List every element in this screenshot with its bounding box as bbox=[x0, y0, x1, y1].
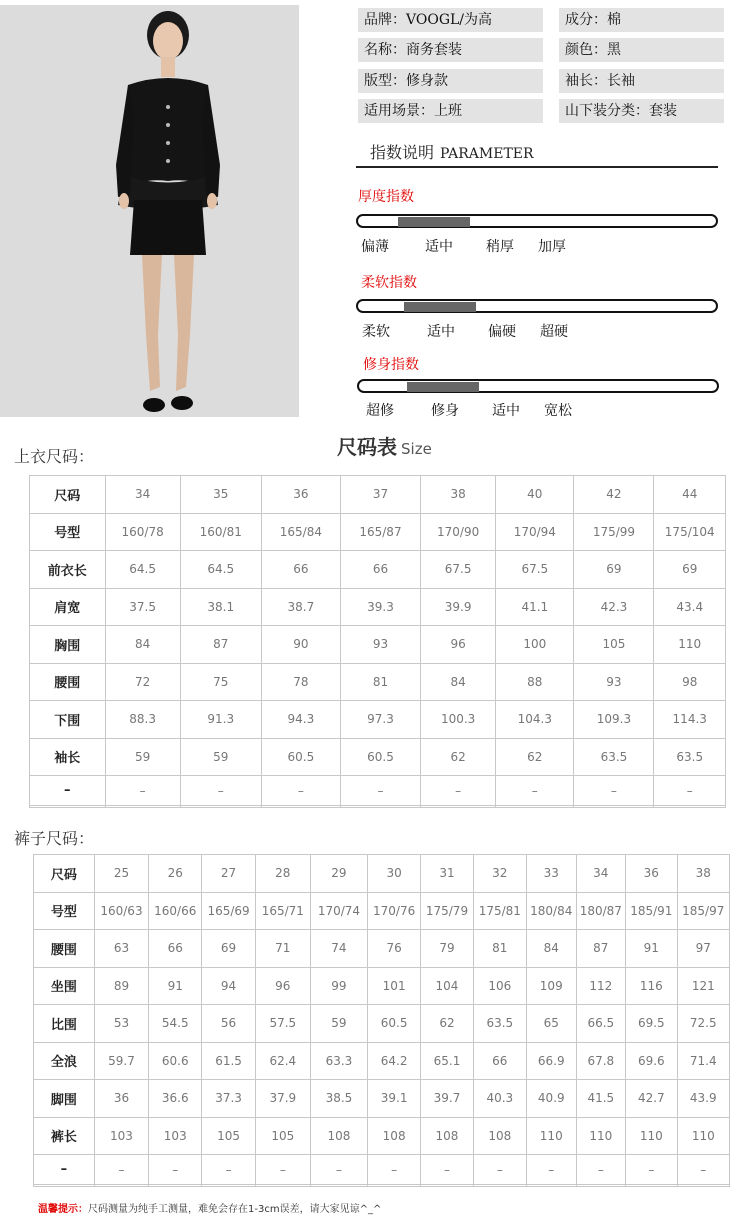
row-header: 袖长 bbox=[30, 738, 106, 776]
table-cell: 61.5 bbox=[202, 1042, 255, 1080]
table-cell: – bbox=[340, 776, 420, 806]
table-cell: 38 bbox=[421, 476, 496, 514]
pants-size-title: 裤子尺码： bbox=[14, 829, 95, 848]
table-row bbox=[30, 806, 726, 808]
table-cell: 59 bbox=[180, 738, 261, 776]
table-cell: 75 bbox=[180, 663, 261, 701]
table-cell: 69.5 bbox=[626, 1005, 677, 1043]
thickness-level: 加厚 bbox=[538, 239, 566, 255]
softness-index-fill bbox=[404, 302, 476, 312]
fit-index-fill bbox=[407, 382, 479, 392]
table-cell: 84 bbox=[526, 930, 576, 968]
table-row bbox=[34, 1117, 730, 1155]
attr-fit: 版型：修身款 bbox=[358, 69, 543, 93]
table-cell: 66 bbox=[261, 551, 340, 589]
table-cell: 108 bbox=[310, 1117, 367, 1155]
row-header bbox=[34, 1185, 95, 1187]
table-cell bbox=[654, 806, 726, 808]
table-cell: 38.5 bbox=[310, 1080, 367, 1118]
table-cell bbox=[576, 1185, 626, 1187]
table-cell: 40 bbox=[496, 476, 574, 514]
row-header: 脚围 bbox=[34, 1080, 95, 1118]
table-cell: 66.9 bbox=[526, 1042, 576, 1080]
table-cell bbox=[261, 806, 340, 808]
table-cell: 100.3 bbox=[421, 701, 496, 739]
table-cell: 71 bbox=[255, 930, 310, 968]
table-cell: 39.1 bbox=[367, 1080, 420, 1118]
table-cell: 99 bbox=[310, 967, 367, 1005]
table-cell: 66 bbox=[473, 1042, 526, 1080]
table-cell: 42 bbox=[574, 476, 654, 514]
table-cell: 42.3 bbox=[574, 588, 654, 626]
table-cell: – bbox=[367, 1155, 420, 1185]
table-cell: 160/78 bbox=[105, 513, 180, 551]
row-header: 号型 bbox=[34, 892, 95, 930]
table-cell: 64.2 bbox=[367, 1042, 420, 1080]
table-cell: 160/66 bbox=[149, 892, 202, 930]
table-cell: 81 bbox=[340, 663, 420, 701]
row-header bbox=[30, 806, 106, 808]
row-header: 号型 bbox=[30, 513, 106, 551]
row-header: 坐围 bbox=[34, 967, 95, 1005]
table-cell bbox=[202, 1185, 255, 1187]
fit-index-bar bbox=[357, 379, 719, 393]
row-header: 前衣长 bbox=[30, 551, 106, 589]
table-cell: 67.8 bbox=[576, 1042, 626, 1080]
row-header: 腰围 bbox=[30, 663, 106, 701]
table-cell: 185/97 bbox=[677, 892, 729, 930]
table-row bbox=[34, 1042, 730, 1080]
table-cell bbox=[255, 1185, 310, 1187]
table-cell: 37 bbox=[340, 476, 420, 514]
table-cell bbox=[149, 1185, 202, 1187]
table-cell: – bbox=[261, 776, 340, 806]
row-header: – bbox=[30, 776, 106, 806]
table-cell: – bbox=[473, 1155, 526, 1185]
table-cell: – bbox=[310, 1155, 367, 1185]
table-cell: 34 bbox=[576, 855, 626, 893]
table-cell: 88.3 bbox=[105, 701, 180, 739]
table-cell: 60.5 bbox=[340, 738, 420, 776]
table-cell bbox=[574, 806, 654, 808]
table-cell: 185/91 bbox=[626, 892, 677, 930]
table-cell: 108 bbox=[421, 1117, 473, 1155]
table-cell: 66 bbox=[149, 930, 202, 968]
table-cell: 103 bbox=[149, 1117, 202, 1155]
table-cell: 105 bbox=[574, 626, 654, 664]
table-cell: 76 bbox=[367, 930, 420, 968]
table-row bbox=[34, 1185, 730, 1187]
table-cell: 175/81 bbox=[473, 892, 526, 930]
table-cell: 37.9 bbox=[255, 1080, 310, 1118]
softness-level: 适中 bbox=[427, 324, 455, 340]
parameter-title-zh: 指数说明 bbox=[370, 143, 435, 162]
table-cell: – bbox=[94, 1155, 148, 1185]
row-header: 肩宽 bbox=[30, 588, 106, 626]
table-cell: 79 bbox=[421, 930, 473, 968]
table-cell: 39.3 bbox=[340, 588, 420, 626]
table-cell bbox=[340, 806, 420, 808]
table-row bbox=[30, 626, 726, 664]
table-cell bbox=[677, 1185, 729, 1187]
table-cell: 41.1 bbox=[496, 588, 574, 626]
table-cell: 36 bbox=[94, 1080, 148, 1118]
table-cell: – bbox=[626, 1155, 677, 1185]
table-cell: – bbox=[180, 776, 261, 806]
table-cell: 63 bbox=[94, 930, 148, 968]
table-cell: 38 bbox=[677, 855, 729, 893]
table-cell bbox=[473, 1185, 526, 1187]
row-header: 下围 bbox=[30, 701, 106, 739]
table-cell: 175/99 bbox=[574, 513, 654, 551]
table-cell bbox=[626, 1185, 677, 1187]
table-cell: 60.5 bbox=[261, 738, 340, 776]
table-cell: 67.5 bbox=[421, 551, 496, 589]
table-cell: 28 bbox=[255, 855, 310, 893]
table-cell: 65.1 bbox=[421, 1042, 473, 1080]
table-cell: – bbox=[421, 776, 496, 806]
table-cell: – bbox=[149, 1155, 202, 1185]
table-row bbox=[34, 892, 730, 930]
table-cell: 116 bbox=[626, 967, 677, 1005]
table-row bbox=[34, 1005, 730, 1043]
table-cell: 54.5 bbox=[149, 1005, 202, 1043]
table-row bbox=[30, 738, 726, 776]
table-cell: 69 bbox=[574, 551, 654, 589]
table-cell: 71.4 bbox=[677, 1042, 729, 1080]
top-size-title: 上衣尺码： bbox=[14, 447, 95, 466]
row-header: 裤长 bbox=[34, 1117, 95, 1155]
table-cell bbox=[496, 806, 574, 808]
table-cell: 110 bbox=[654, 626, 726, 664]
table-cell: 110 bbox=[576, 1117, 626, 1155]
table-cell bbox=[94, 1185, 148, 1187]
table-cell: 109 bbox=[526, 967, 576, 1005]
table-cell bbox=[180, 806, 261, 808]
table-cell: 165/71 bbox=[255, 892, 310, 930]
table-cell: – bbox=[105, 776, 180, 806]
table-cell: – bbox=[255, 1155, 310, 1185]
table-cell: 121 bbox=[677, 967, 729, 1005]
table-cell: 60.6 bbox=[149, 1042, 202, 1080]
table-cell: – bbox=[526, 1155, 576, 1185]
table-cell: 57.5 bbox=[255, 1005, 310, 1043]
table-cell: 36.6 bbox=[149, 1080, 202, 1118]
parameter-heading bbox=[356, 140, 718, 168]
softness-level: 偏硬 bbox=[488, 324, 516, 340]
table-row bbox=[30, 663, 726, 701]
table-cell bbox=[526, 1185, 576, 1187]
table-cell: – bbox=[202, 1155, 255, 1185]
softness-index-bar bbox=[356, 299, 718, 313]
row-header: 尺码 bbox=[30, 476, 106, 514]
fit-index-title: 修身指数 bbox=[363, 357, 419, 373]
table-cell: 63.3 bbox=[310, 1042, 367, 1080]
fit-level: 超修 bbox=[366, 403, 394, 419]
thickness-level: 稍厚 bbox=[486, 239, 514, 255]
table-row bbox=[34, 967, 730, 1005]
table-row bbox=[30, 776, 726, 806]
size-chart-title bbox=[337, 431, 432, 460]
table-cell: 60.5 bbox=[367, 1005, 420, 1043]
table-cell: 34 bbox=[105, 476, 180, 514]
table-cell: 101 bbox=[367, 967, 420, 1005]
table-cell: 37.3 bbox=[202, 1080, 255, 1118]
table-cell: 105 bbox=[255, 1117, 310, 1155]
table-cell: 59 bbox=[310, 1005, 367, 1043]
attr-color: 颜色：黑 bbox=[559, 38, 724, 62]
table-cell: 40.3 bbox=[473, 1080, 526, 1118]
table-cell: 25 bbox=[94, 855, 148, 893]
table-cell: 33 bbox=[526, 855, 576, 893]
row-header: 全浪 bbox=[34, 1042, 95, 1080]
table-cell: 56 bbox=[202, 1005, 255, 1043]
table-cell: 72.5 bbox=[677, 1005, 729, 1043]
table-cell: 63.5 bbox=[574, 738, 654, 776]
table-cell: 97 bbox=[677, 930, 729, 968]
model-photo bbox=[0, 5, 299, 417]
table-cell: 62 bbox=[496, 738, 574, 776]
attr-brand: 品牌：VOOGL/为高 bbox=[358, 8, 543, 32]
table-cell: 27 bbox=[202, 855, 255, 893]
table-cell: 69.6 bbox=[626, 1042, 677, 1080]
table-cell: 35 bbox=[180, 476, 261, 514]
attr-material: 成分：棉 bbox=[559, 8, 724, 32]
table-cell: 103 bbox=[94, 1117, 148, 1155]
table-cell: 180/87 bbox=[576, 892, 626, 930]
measurement-note bbox=[38, 1200, 381, 1215]
size-chart-title-en: Size bbox=[401, 440, 432, 458]
table-cell: 165/84 bbox=[261, 513, 340, 551]
table-row bbox=[34, 930, 730, 968]
table-cell: 69 bbox=[202, 930, 255, 968]
table-row bbox=[30, 701, 726, 739]
table-cell: 31 bbox=[421, 855, 473, 893]
attr-name: 名称：商务套装 bbox=[358, 38, 543, 62]
size-chart-title-zh: 尺码表 bbox=[337, 435, 397, 459]
table-cell: 62 bbox=[421, 738, 496, 776]
table-cell: 108 bbox=[367, 1117, 420, 1155]
table-cell: 65 bbox=[526, 1005, 576, 1043]
table-row bbox=[34, 1080, 730, 1118]
pants-size-table bbox=[33, 854, 730, 1187]
thickness-level: 偏薄 bbox=[361, 239, 389, 255]
table-cell: 90 bbox=[261, 626, 340, 664]
table-cell: 43.9 bbox=[677, 1080, 729, 1118]
table-cell: – bbox=[677, 1155, 729, 1185]
table-cell: 87 bbox=[180, 626, 261, 664]
table-cell: 38.7 bbox=[261, 588, 340, 626]
table-cell: 91 bbox=[626, 930, 677, 968]
table-cell: 110 bbox=[626, 1117, 677, 1155]
table-cell: – bbox=[576, 1155, 626, 1185]
table-cell: 170/74 bbox=[310, 892, 367, 930]
table-cell: 160/63 bbox=[94, 892, 148, 930]
table-cell: 170/94 bbox=[496, 513, 574, 551]
table-cell: 97.3 bbox=[340, 701, 420, 739]
table-row bbox=[30, 476, 726, 514]
table-cell: 39.9 bbox=[421, 588, 496, 626]
table-cell: 64.5 bbox=[105, 551, 180, 589]
row-header: – bbox=[34, 1155, 95, 1185]
note-text: 尺码测量为纯手工测量，难免会存在1-3cm误差，请大家见谅^_^ bbox=[88, 1204, 382, 1215]
table-cell: 62 bbox=[421, 1005, 473, 1043]
thickness-index-bar bbox=[356, 214, 718, 228]
table-cell: 104 bbox=[421, 967, 473, 1005]
thickness-index-fill bbox=[398, 217, 470, 227]
table-cell: 170/90 bbox=[421, 513, 496, 551]
table-cell: 59 bbox=[105, 738, 180, 776]
table-cell: 96 bbox=[255, 967, 310, 1005]
table-cell: 62.4 bbox=[255, 1042, 310, 1080]
table-cell: 29 bbox=[310, 855, 367, 893]
fit-level: 宽松 bbox=[544, 403, 572, 419]
table-cell: 110 bbox=[526, 1117, 576, 1155]
table-cell: 87 bbox=[576, 930, 626, 968]
row-header: 胸围 bbox=[30, 626, 106, 664]
thickness-level: 适中 bbox=[425, 239, 453, 255]
thickness-index-title: 厚度指数 bbox=[358, 189, 414, 205]
table-cell: 40.9 bbox=[526, 1080, 576, 1118]
table-cell: 91 bbox=[149, 967, 202, 1005]
table-cell: 96 bbox=[421, 626, 496, 664]
table-cell: 108 bbox=[473, 1117, 526, 1155]
table-cell: 114.3 bbox=[654, 701, 726, 739]
softness-level: 柔软 bbox=[362, 324, 390, 340]
table-cell: 53 bbox=[94, 1005, 148, 1043]
table-cell: 42.7 bbox=[626, 1080, 677, 1118]
table-cell: 41.5 bbox=[576, 1080, 626, 1118]
table-cell bbox=[421, 1185, 473, 1187]
note-tip: 温馨提示： bbox=[38, 1204, 88, 1215]
table-cell: 74 bbox=[310, 930, 367, 968]
table-cell: 64.5 bbox=[180, 551, 261, 589]
row-header: 腰围 bbox=[34, 930, 95, 968]
table-cell: 94.3 bbox=[261, 701, 340, 739]
table-cell: – bbox=[421, 1155, 473, 1185]
table-cell bbox=[421, 806, 496, 808]
parameter-title-en: PARAMETER bbox=[440, 146, 534, 162]
table-cell: 36 bbox=[626, 855, 677, 893]
table-row bbox=[30, 588, 726, 626]
table-cell: 81 bbox=[473, 930, 526, 968]
table-cell: 72 bbox=[105, 663, 180, 701]
table-cell: – bbox=[496, 776, 574, 806]
table-cell: 106 bbox=[473, 967, 526, 1005]
table-row bbox=[34, 855, 730, 893]
attr-category: 山下装分类：套装 bbox=[559, 99, 724, 123]
table-row bbox=[30, 513, 726, 551]
table-cell: 94 bbox=[202, 967, 255, 1005]
softness-level: 超硬 bbox=[540, 324, 568, 340]
table-cell: 88 bbox=[496, 663, 574, 701]
row-header: 尺码 bbox=[34, 855, 95, 893]
table-cell: 93 bbox=[340, 626, 420, 664]
table-cell: 32 bbox=[473, 855, 526, 893]
table-cell: 44 bbox=[654, 476, 726, 514]
fit-level: 修身 bbox=[431, 403, 459, 419]
table-row bbox=[34, 1155, 730, 1185]
fit-level: 适中 bbox=[492, 403, 520, 419]
table-cell: 91.3 bbox=[180, 701, 261, 739]
table-cell: 98 bbox=[654, 663, 726, 701]
table-cell: 67.5 bbox=[496, 551, 574, 589]
table-cell: 110 bbox=[677, 1117, 729, 1155]
table-cell bbox=[105, 806, 180, 808]
table-cell: 105 bbox=[202, 1117, 255, 1155]
table-cell: 100 bbox=[496, 626, 574, 664]
table-cell: – bbox=[654, 776, 726, 806]
table-cell: 84 bbox=[421, 663, 496, 701]
table-cell: 180/84 bbox=[526, 892, 576, 930]
top-size-table bbox=[29, 475, 726, 808]
table-cell: 112 bbox=[576, 967, 626, 1005]
table-cell: 175/104 bbox=[654, 513, 726, 551]
table-cell: 30 bbox=[367, 855, 420, 893]
table-cell: 175/79 bbox=[421, 892, 473, 930]
table-cell: 66 bbox=[340, 551, 420, 589]
table-cell: 59.7 bbox=[94, 1042, 148, 1080]
table-row bbox=[30, 551, 726, 589]
table-cell: 63.5 bbox=[654, 738, 726, 776]
table-cell bbox=[310, 1185, 367, 1187]
table-cell: 104.3 bbox=[496, 701, 574, 739]
table-cell: 37.5 bbox=[105, 588, 180, 626]
table-cell: 170/76 bbox=[367, 892, 420, 930]
table-cell: 78 bbox=[261, 663, 340, 701]
table-cell: 93 bbox=[574, 663, 654, 701]
table-cell: 43.4 bbox=[654, 588, 726, 626]
table-cell: 109.3 bbox=[574, 701, 654, 739]
table-cell: 69 bbox=[654, 551, 726, 589]
table-cell: 39.7 bbox=[421, 1080, 473, 1118]
table-cell: 38.1 bbox=[180, 588, 261, 626]
softness-index-title: 柔软指数 bbox=[361, 275, 417, 291]
table-cell: 84 bbox=[105, 626, 180, 664]
table-cell: 36 bbox=[261, 476, 340, 514]
table-cell: 160/81 bbox=[180, 513, 261, 551]
attr-occasion: 适用场景：上班 bbox=[358, 99, 543, 123]
table-cell bbox=[367, 1185, 420, 1187]
table-cell: 26 bbox=[149, 855, 202, 893]
table-cell: 165/69 bbox=[202, 892, 255, 930]
table-cell: 89 bbox=[94, 967, 148, 1005]
table-cell: 66.5 bbox=[576, 1005, 626, 1043]
attr-sleeve: 袖长：长袖 bbox=[559, 69, 724, 93]
table-cell: 63.5 bbox=[473, 1005, 526, 1043]
row-header: 比围 bbox=[34, 1005, 95, 1043]
table-cell: – bbox=[574, 776, 654, 806]
table-cell: 165/87 bbox=[340, 513, 420, 551]
